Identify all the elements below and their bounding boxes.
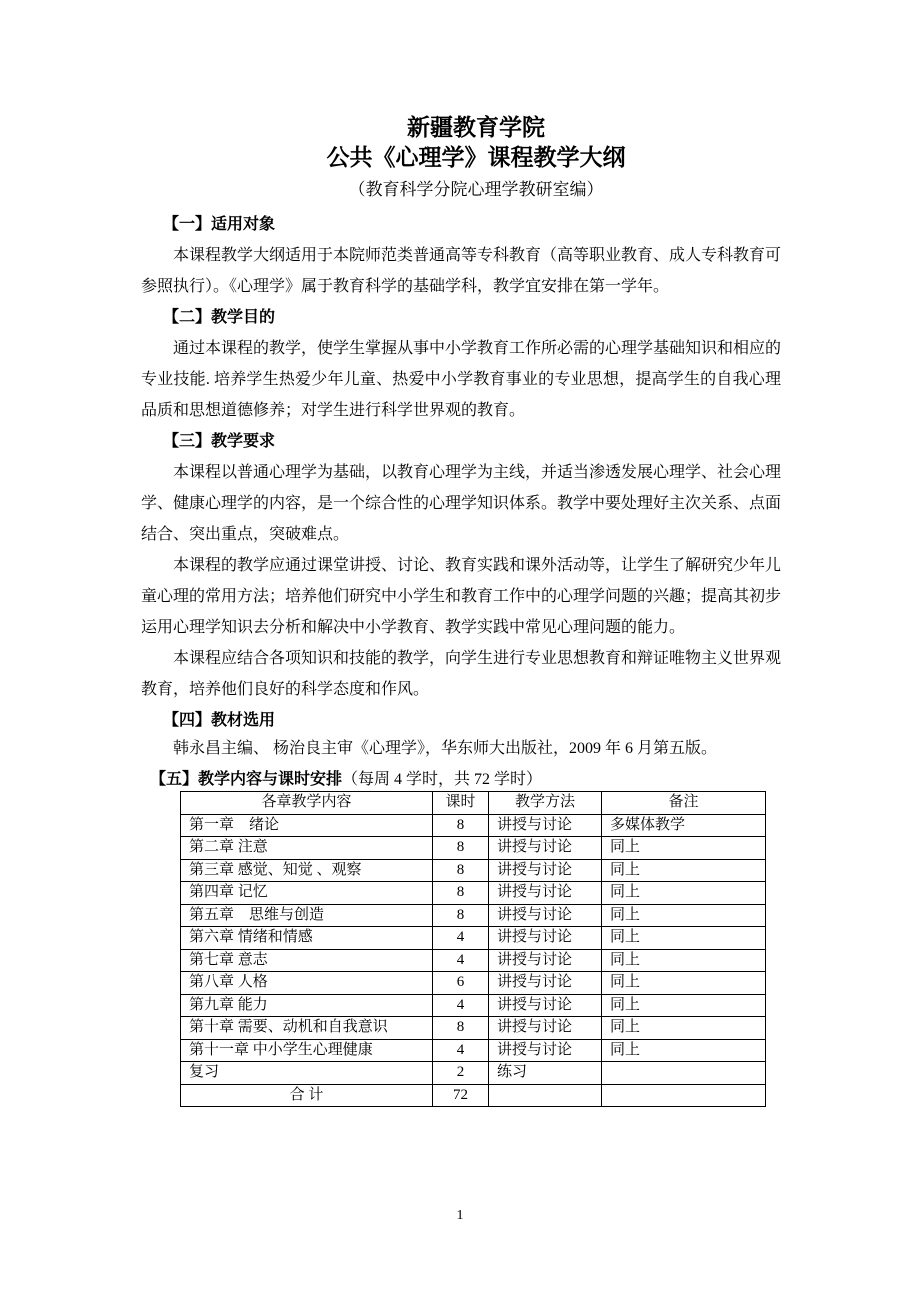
table-row [181,972,766,995]
document-subtitle: （教育科学分院心理学教研室编） [348,180,604,199]
hours-cell: 72 [433,1084,489,1107]
remark-cell: 多媒体教学 [602,814,766,837]
section-heading [150,768,542,791]
remark-cell: 同上 [602,882,766,905]
chapter-cell: 第一章 绪论 [181,814,433,837]
section-heading: 【三】教学要求 [163,431,276,450]
remark-cell: 同上 [602,1017,766,1040]
method-cell: 讲授与讨论 [489,859,602,882]
header-cell: 各章教学内容 [181,792,433,815]
chapter-cell: 第八章 人格 [181,972,433,995]
section-heading: 【四】教材选用 [163,710,276,729]
document-title-course: 公共《心理学》课程教学大纲 [326,145,626,171]
remark-cell: 同上 [602,994,766,1017]
section-heading-note: （每周 4 学时，共 72 学时） [342,771,543,788]
table-row [181,927,766,950]
hours-cell: 4 [433,1039,489,1062]
table-row [181,904,766,927]
table-row [181,882,766,905]
chapter-cell: 第七章 意志 [181,949,433,972]
schedule-table [180,791,766,1107]
method-cell: 讲授与讨论 [489,904,602,927]
hours-cell: 2 [433,1062,489,1085]
table-total-row [181,1084,766,1107]
document-title: 新疆教育学院 [407,115,545,141]
chapter-cell: 第四章 记忆 [181,882,433,905]
header-cell: 课时 [433,792,489,815]
method-cell: 讲授与讨论 [489,882,602,905]
method-cell: 讲授与讨论 [489,1039,602,1062]
remark-cell: 同上 [602,927,766,950]
paragraph: 本课程以普通心理学为基础，以教育心理学为主线，并适当渗透发展心理学、社会心理学、健康心理学的内容，是一个综合性的心理学知识体系。教学中要处理好主次关系、点面结合、突出重点，突破难点。 [141,464,782,543]
remark-cell: 同上 [602,904,766,927]
remark-cell [602,1062,766,1085]
chapter-cell: 第十章 需要、动机和自我意识 [181,1017,433,1040]
method-cell: 讲授与讨论 [489,1017,602,1040]
paragraph: 本课程的教学应通过课堂讲授、讨论、教育实践和课外活动等，让学生了解研究少年儿童心理的常用方法；培养他们研究中小学生和教育工作中的心理学问题的兴趣；提高其初步运用心理学知识去分析和解决中小学教育、教学实践中常见心理问题的能力。 [141,557,782,636]
hours-cell: 8 [433,837,489,860]
table-row [181,1017,766,1040]
remark-cell: 同上 [602,837,766,860]
method-cell: 讲授与讨论 [489,837,602,860]
method-cell: 讲授与讨论 [489,994,602,1017]
table-row [181,949,766,972]
table-row [181,994,766,1017]
chapter-cell: 合 计 [181,1084,433,1107]
chapter-cell: 第十一章 中小学生心理健康 [181,1039,433,1062]
section-heading: 【二】教学目的 [163,307,276,326]
remark-cell: 同上 [602,972,766,995]
section-heading: 【一】适用对象 [163,214,276,233]
hours-cell: 8 [433,814,489,837]
chapter-cell: 第九章 能力 [181,994,433,1017]
table-row [181,1039,766,1062]
remark-cell: 同上 [602,949,766,972]
method-cell [489,1084,602,1107]
hours-cell: 4 [433,994,489,1017]
hours-cell: 8 [433,859,489,882]
method-cell: 讲授与讨论 [489,972,602,995]
remark-cell [602,1084,766,1107]
paragraph: 本课程教学大纲适用于本院师范类普通高等专科教育（高等职业教育、成人专科教育可参照执行）。《心理学》属于教育科学的基础学科，教学宜安排在第一学年。 [141,247,782,295]
hours-cell: 8 [433,904,489,927]
method-cell: 练习 [489,1062,602,1085]
method-cell: 讲授与讨论 [489,814,602,837]
page-number: 1 [456,1208,464,1223]
table-row [181,1062,766,1085]
method-cell: 讲授与讨论 [489,949,602,972]
paragraph: 通过本课程的教学，使学生掌握从事中小学教育工作所必需的心理学基础知识和相应的专业技能. 培养学生热爱少年儿童、热爱中小学教育事业的专业思想，提高学生的自我心理品质和思想道德修养；对学生进行科学世界观的教育。 [141,340,782,419]
chapter-cell: 复习 [181,1062,433,1085]
table-row [181,859,766,882]
chapter-cell: 第三章 感觉、知觉 、观察 [181,859,433,882]
hours-cell: 6 [433,972,489,995]
paragraph: 韩永昌主编、 杨治良主审《心理学》，华东师大出版社，2009 年 6 月第五版。 [173,740,718,757]
table-header-row [181,792,766,815]
method-cell: 讲授与讨论 [489,927,602,950]
chapter-cell: 第六章 情绪和情感 [181,927,433,950]
paragraph: 本课程应结合各项知识和技能的教学，向学生进行专业思想教育和辩证唯物主义世界观教育，培养他们良好的科学态度和作风。 [141,650,782,698]
header-cell: 教学方法 [489,792,602,815]
remark-cell: 同上 [602,1039,766,1062]
hours-cell: 4 [433,949,489,972]
table-row [181,814,766,837]
table-row [181,837,766,860]
chapter-cell: 第二章 注意 [181,837,433,860]
header-cell: 备注 [602,792,766,815]
section-heading-text: 【五】教学内容与课时安排 [150,769,343,788]
hours-cell: 8 [433,1017,489,1040]
remark-cell: 同上 [602,859,766,882]
hours-cell: 4 [433,927,489,950]
hours-cell: 8 [433,882,489,905]
chapter-cell: 第五章 思维与创造 [181,904,433,927]
